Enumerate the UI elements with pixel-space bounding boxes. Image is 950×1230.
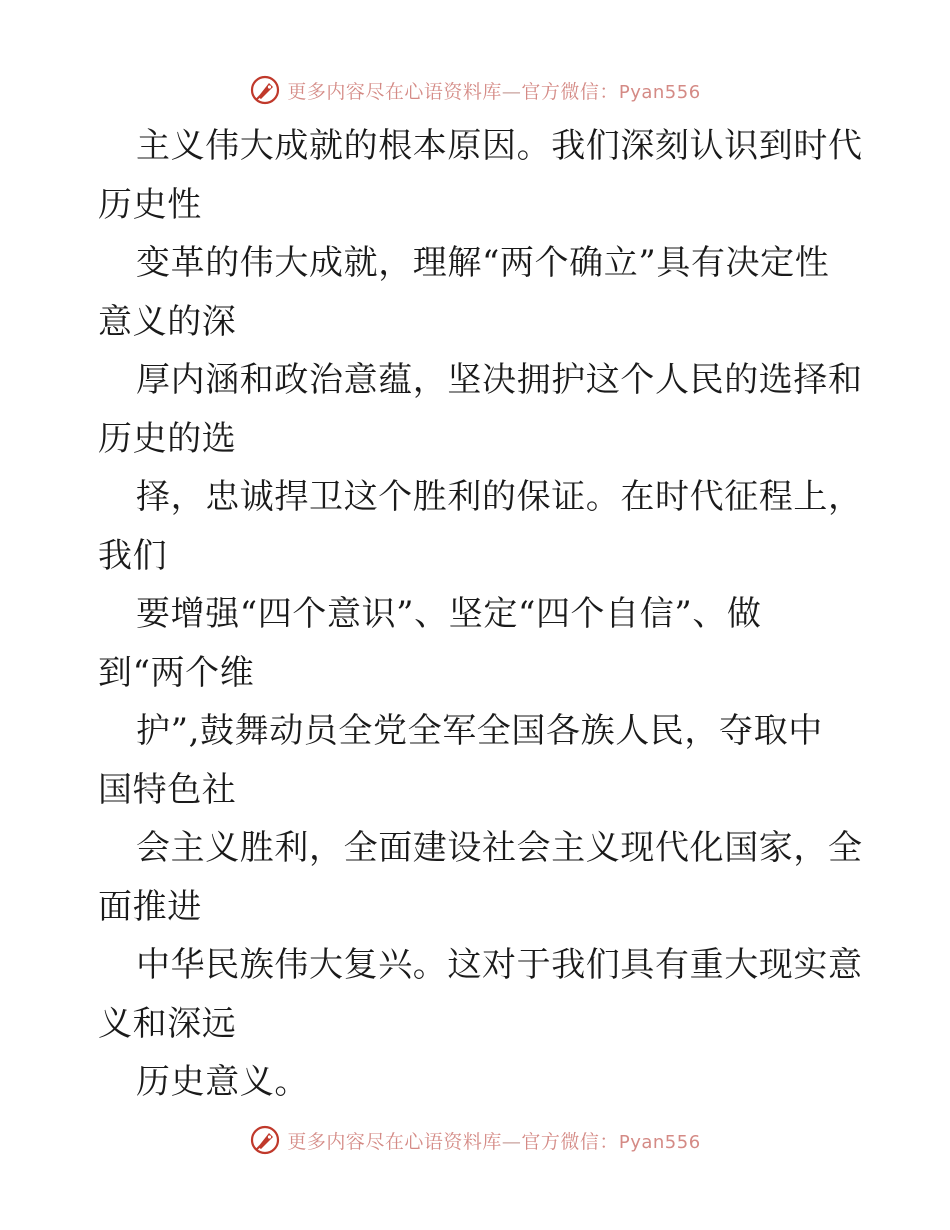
text-line: 历史意义。 <box>136 1062 309 1102</box>
watermark-contact-label: 官方微信： <box>521 1130 619 1153</box>
text-line: 历史的选 <box>98 418 237 459</box>
text-line: 变革的伟大成就，理解“两个确立”具有决定性 <box>136 243 830 283</box>
text-line: 义和深远 <box>98 1003 237 1044</box>
document-body <box>98 117 868 1112</box>
text-line: 面推进 <box>98 886 202 927</box>
text-line: 中华民族伟大复兴。这对于我们具有重大现实意 <box>136 945 863 985</box>
footer-watermark <box>0 1120 950 1160</box>
text-line: 会主义胜利，全面建设社会主义现代化国家，全 <box>136 828 863 868</box>
watermark-contact-label: 官方微信： <box>521 80 619 103</box>
text-line: 意义的深 <box>98 301 237 342</box>
watermark-contact-id: Pyan556 <box>618 81 701 103</box>
text-line: 到“两个维 <box>98 652 255 693</box>
watermark-site-text: 更多内容尽在心语资料库 <box>287 1130 502 1153</box>
text-line: 我们 <box>98 535 168 576</box>
header-watermark <box>0 70 950 110</box>
text-line: 国特色社 <box>98 769 237 810</box>
pen-nib-logo-icon <box>249 1124 281 1156</box>
text-line: 历史性 <box>98 184 202 225</box>
text-line: 护”,鼓舞动员全党全军全国各族人民，夺取中 <box>136 711 823 751</box>
watermark-dash: — <box>501 1130 522 1153</box>
pen-nib-logo-icon <box>249 74 281 106</box>
text-line: 主义伟大成就的根本原因。我们深刻认识到时代 <box>136 126 863 166</box>
text-line: 要增强“四个意识”、坚定“四个自信”、做 <box>136 594 762 634</box>
text-line: 厚内涵和政治意蕴，坚决拥护这个人民的选择和 <box>136 360 863 400</box>
watermark-site-text: 更多内容尽在心语资料库 <box>287 80 502 103</box>
text-line: 择，忠诚捍卫这个胜利的保证。在时代征程上， <box>136 477 863 517</box>
watermark-dash: — <box>501 80 522 103</box>
watermark-contact-id: Pyan556 <box>618 1131 701 1153</box>
